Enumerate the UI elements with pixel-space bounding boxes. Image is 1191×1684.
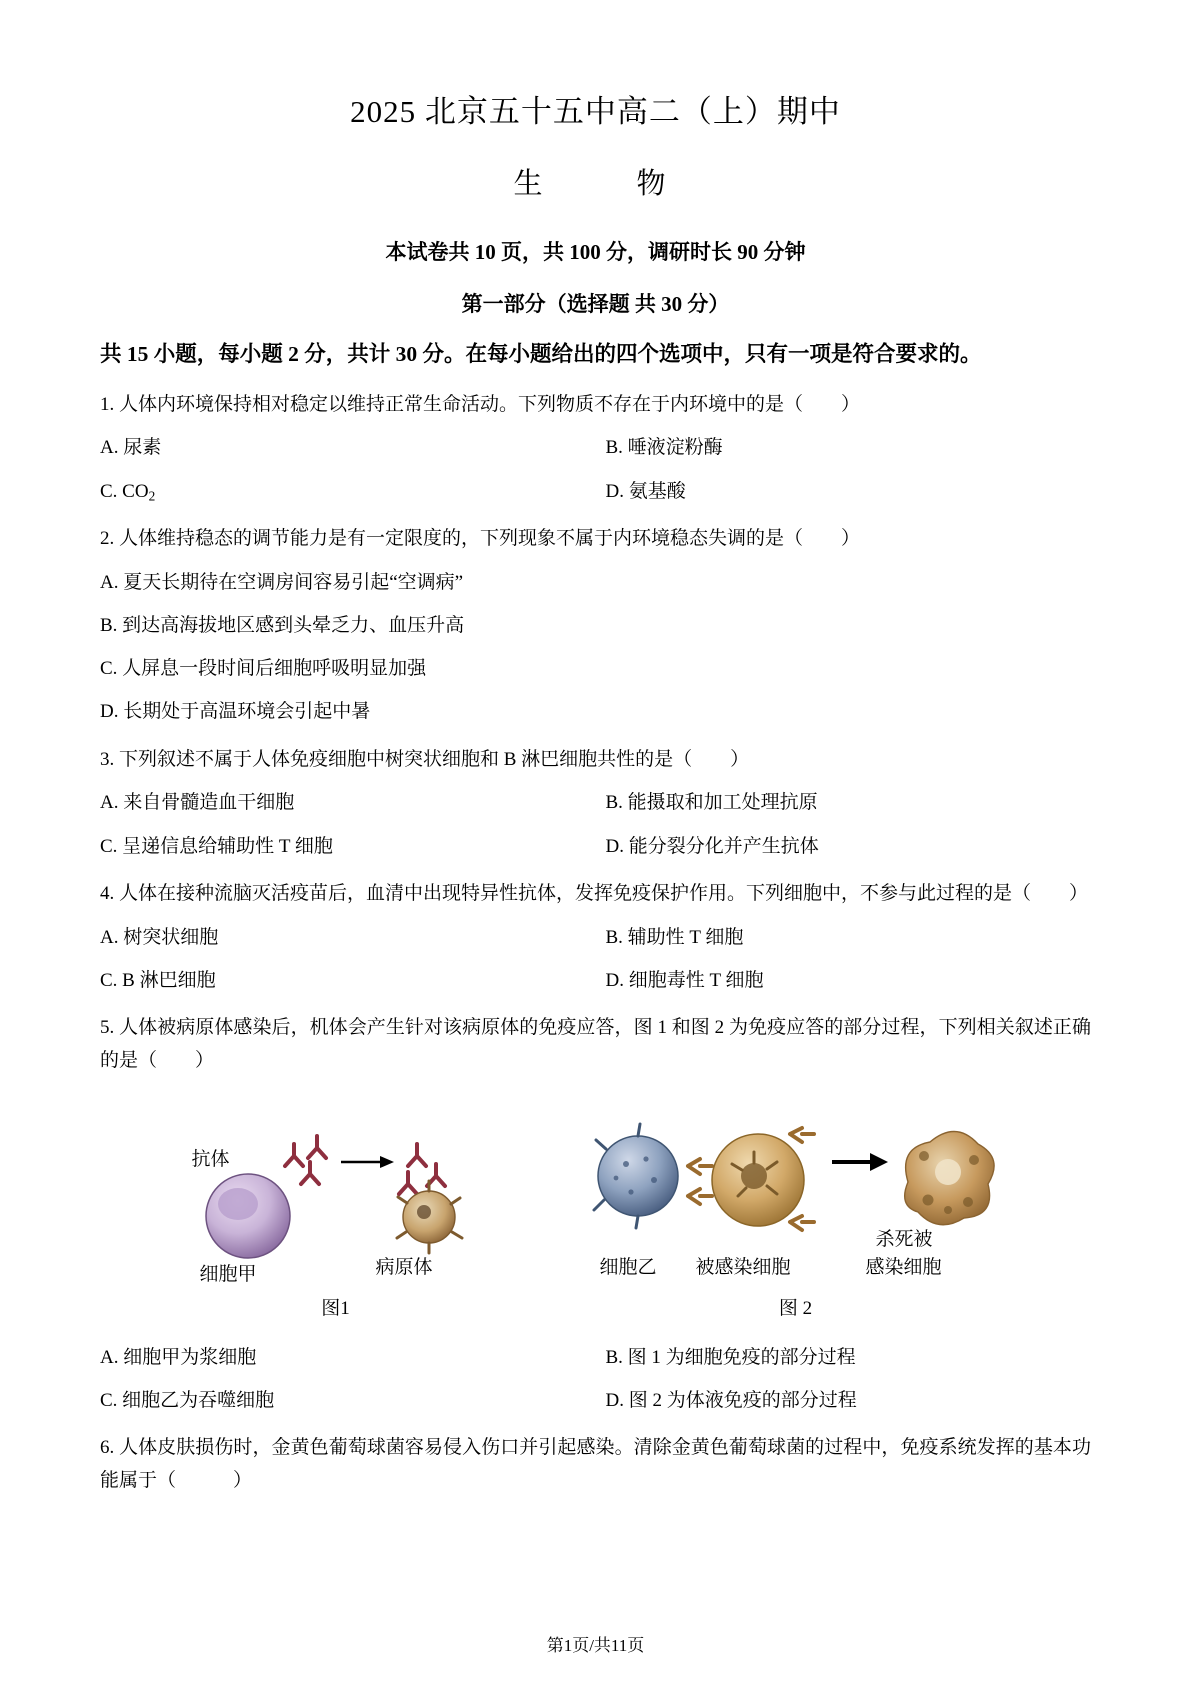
figure-1-label-antibody: 抗体 [191, 1148, 230, 1170]
option-d[interactable]: D. 氨基酸 [605, 480, 686, 502]
part-title: 第一部分（选择题 共 30 分） [461, 292, 730, 316]
option-b[interactable]: B. 唾液淀粉酶 [605, 437, 723, 459]
figure-2-label-cell-b: 细胞乙 [599, 1256, 657, 1278]
option-row [100, 1385, 1091, 1417]
figure-group [100, 1104, 1091, 1320]
figure-2-caption: 图 2 [778, 1297, 813, 1319]
figure-2-label-infected: 被感染细胞 [695, 1256, 791, 1278]
option-row [100, 787, 1091, 819]
arrow-icon [341, 1156, 394, 1168]
option-row [100, 965, 1091, 997]
figure-2-graphic [576, 1104, 1006, 1289]
figure-2-label-killed-1: 杀死被 [875, 1228, 933, 1250]
question-stem: 3. 下列叙述不属于人体免疫细胞中树突状细胞和 B 淋巴细胞共性的是（ ） [100, 748, 750, 770]
option-c-label: C. CO [100, 480, 149, 502]
figure-1 [186, 1104, 486, 1320]
question-stem: 5. 人体被病原体感染后，机体会产生针对该病原体的免疫应答，图 1 和图 2 为免疫应答的部分过程，下列相关叙述正确的是（ ） [100, 1017, 1091, 1071]
question-stem: 4. 人体在接种流脑灭活疫苗后，血清中出现特异性抗体，发挥免疫保护作用。下列细胞中，不参与此过程的是（ ） [100, 883, 1089, 905]
question-stem: 1. 人体内环境保持相对稳定以维持正常生命活动。下列物质不存在于内环境中的是（ ） [100, 393, 861, 415]
option-a[interactable]: A. 夏天长期待在空调房间容易引起“空调病” [100, 571, 464, 593]
option-d[interactable]: D. 图 2 为体液免疫的部分过程 [605, 1389, 857, 1411]
option-a[interactable]: A. 树突状细胞 [100, 926, 219, 948]
instruction-text: 共 15 小题，每小题 2 分，共计 30 分。在每小题给出的四个选项中，只有一项是符合要求的。 [100, 342, 982, 366]
option-b[interactable]: B. 能摄取和加工处理抗原 [605, 792, 818, 814]
option-c[interactable] [100, 476, 596, 508]
option-c[interactable]: C. 细胞乙为吞噬细胞 [100, 1389, 275, 1411]
question-stem: 6. 人体皮肤损伤时，金黄色葡萄球菌容易侵入伤口并引起感染。清除金黄色葡萄球菌的过程中，免疫系统发挥的基本功能属于（ ） [100, 1437, 1091, 1491]
figure-2 [576, 1104, 1006, 1320]
option-b[interactable]: B. 到达高海拔地区感到头晕乏力、血压升高 [100, 614, 465, 636]
option-d[interactable]: D. 细胞毒性 T 细胞 [605, 969, 764, 991]
option-row [100, 922, 1091, 954]
option-c-subscript: 2 [148, 487, 156, 503]
option-row [100, 1342, 1091, 1374]
arrow-icon [832, 1153, 888, 1171]
page-footer: 第1页/共11页 [546, 1636, 645, 1655]
figure-1-label-cell-a: 细胞甲 [199, 1263, 257, 1285]
option-d[interactable]: D. 长期处于高温环境会引起中暑 [100, 701, 371, 723]
option-row [100, 432, 1091, 464]
option-a[interactable]: A. 细胞甲为浆细胞 [100, 1346, 257, 1368]
figure-1-graphic [186, 1104, 486, 1289]
option-c[interactable]: C. 人屏息一段时间后细胞呼吸明显加强 [100, 658, 427, 680]
subject-title: 生 物 [513, 168, 678, 200]
option-b[interactable]: B. 图 1 为细胞免疫的部分过程 [605, 1346, 856, 1368]
option-d[interactable]: D. 能分裂分化并产生抗体 [605, 835, 819, 857]
figure-1-caption: 图1 [321, 1297, 350, 1319]
option-row [100, 476, 1091, 508]
option-a[interactable]: A. 来自骨髓造血干细胞 [100, 792, 295, 814]
option-a[interactable]: A. 尿素 [100, 437, 162, 459]
option-c[interactable]: C. 呈递信息给辅助性 T 细胞 [100, 835, 333, 857]
option-row [100, 831, 1091, 863]
exam-info: 本试卷共 10 页，共 100 分，调研时长 90 分钟 [385, 240, 806, 264]
figure-2-label-killed-2: 感染细胞 [865, 1256, 942, 1278]
question-stem: 2. 人体维持稳态的调节能力是有一定限度的，下列现象不属于内环境稳态失调的是（ ） [100, 527, 861, 549]
page-title: 2025 北京五十五中高二（上）期中 [350, 94, 841, 129]
option-c[interactable]: C. B 淋巴细胞 [100, 969, 216, 991]
figure-1-label-pathogen: 病原体 [375, 1256, 433, 1278]
option-b[interactable]: B. 辅助性 T 细胞 [605, 926, 744, 948]
